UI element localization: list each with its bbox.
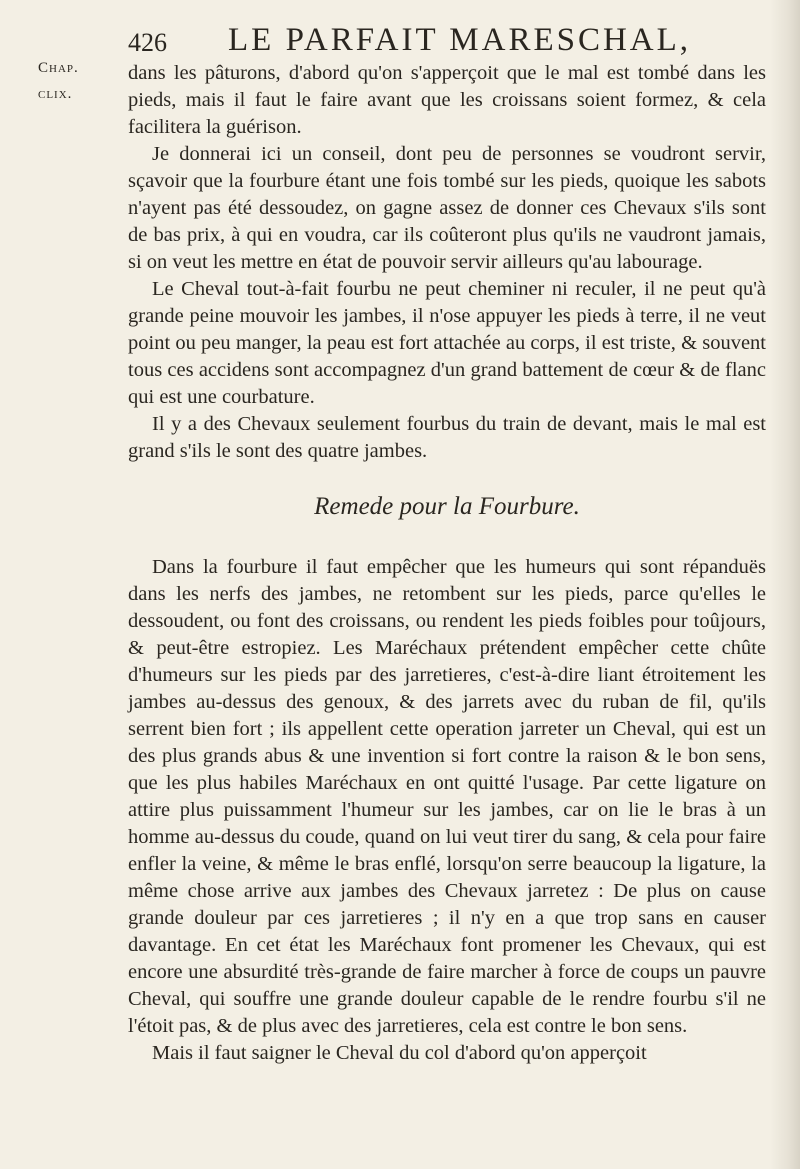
page-header — [128, 22, 692, 62]
section-heading: Remede pour la Fourbure. — [314, 493, 580, 520]
margin-chapter-number: clix. — [38, 86, 73, 102]
paragraph-train-devant: Il y a des Chevaux seulement fourbus du train de devant, mais le mal est grand s'ils le sont des quatre jambes. — [128, 413, 766, 462]
paragraph-continuation: dans les pâturons, d'abord qu'on s'apperçoit que le mal est tombé dans les pieds, mais il faut le faire avant que les croissans soient formez, & cela facilitera la guérison. — [128, 62, 766, 138]
paragraph-symptomes: Le Cheval tout-à-fait fourbu ne peut cheminer ni reculer, il ne peut qu'à grande peine mouvoir les jambes, il n'ose appuyer les pieds à terre, il ne veut point ou peu manger, la peau est fort attachée au corps, il est triste, & souvent tous ces accidens sont accompagnez d'un grand battement de cœur & de flanc qui est une courbature. — [128, 278, 766, 408]
paragraph-remede: Dans la fourbure il faut empêcher que les humeurs qui sont répanduës dans les nerfs des jambes, ne retombent sur les pieds, parce qu'elles le dessoudent, ou font des croissans, ou rendent les pieds foibles pour toûjours, & peut-être estropiez. Les Maréchaux prétendent empêcher cette chûte d'humeurs sur les pieds par des jarretieres, c'est-à-dire liant étroitement les jambes au-dessus des genoux, & des jarrets avec du ruban de fil, qu'ils serrent bien fort ; ils appellent cette operation jarreter un Cheval, qui est un des plus grands abus & une invention si fort contre la raison & le bon sens, que les plus habiles Maréchaux en ont quitté l'usage. Par cette ligature on attire plus puissamment l'humeur sur les jambes, car on lie le bras à un homme au-dessus du coude, quand on lui veut tirer du sang, & cela pour faire enfler la veine, & même le bras enflé, lorsqu'on serre beaucoup la ligature, la même chose arrive aux jambes des Chevaux jarretez : De plus on cause grande douleur par ces jarretieres ; il n'y en a que trop sans en causer davantage. En cet état les Maréchaux font promener les Chevaux, qui est encore une absurdité très-grande de faire marcher à force de coups un pauvre Cheval, qui souffre une grande douleur capable de le rendre fourbu s'il ne l'étoit pas, & de plus avec des jarretieres, cela est contre le bon sens. — [128, 556, 766, 1037]
page-edge-shadow — [770, 0, 800, 1169]
body-text — [128, 60, 766, 1067]
running-title: LE PARFAIT MARESCHAL, — [228, 22, 692, 58]
page-number: 426 — [128, 28, 167, 57]
margin-chapter-label: Chap. — [38, 60, 79, 76]
paragraph-conseil: Je donnerai ici un conseil, dont peu de personnes se voudront servir, sçavoir que la fourbure étant une fois tombé sur les pieds, quoique les sabots n'ayent pas été dessoudez, on gagne assez de donner ces Chevaux s'ils sont de bas prix, à qui en voudra, car ils coûteront plus qu'ils ne vaudront jamais, si on veut les mettre en état de pouvoir servir ailleurs qu'au labourage. — [128, 143, 766, 273]
paragraph-saigner: Mais il faut saigner le Cheval du col d'abord qu'on apperçoit — [152, 1042, 647, 1064]
